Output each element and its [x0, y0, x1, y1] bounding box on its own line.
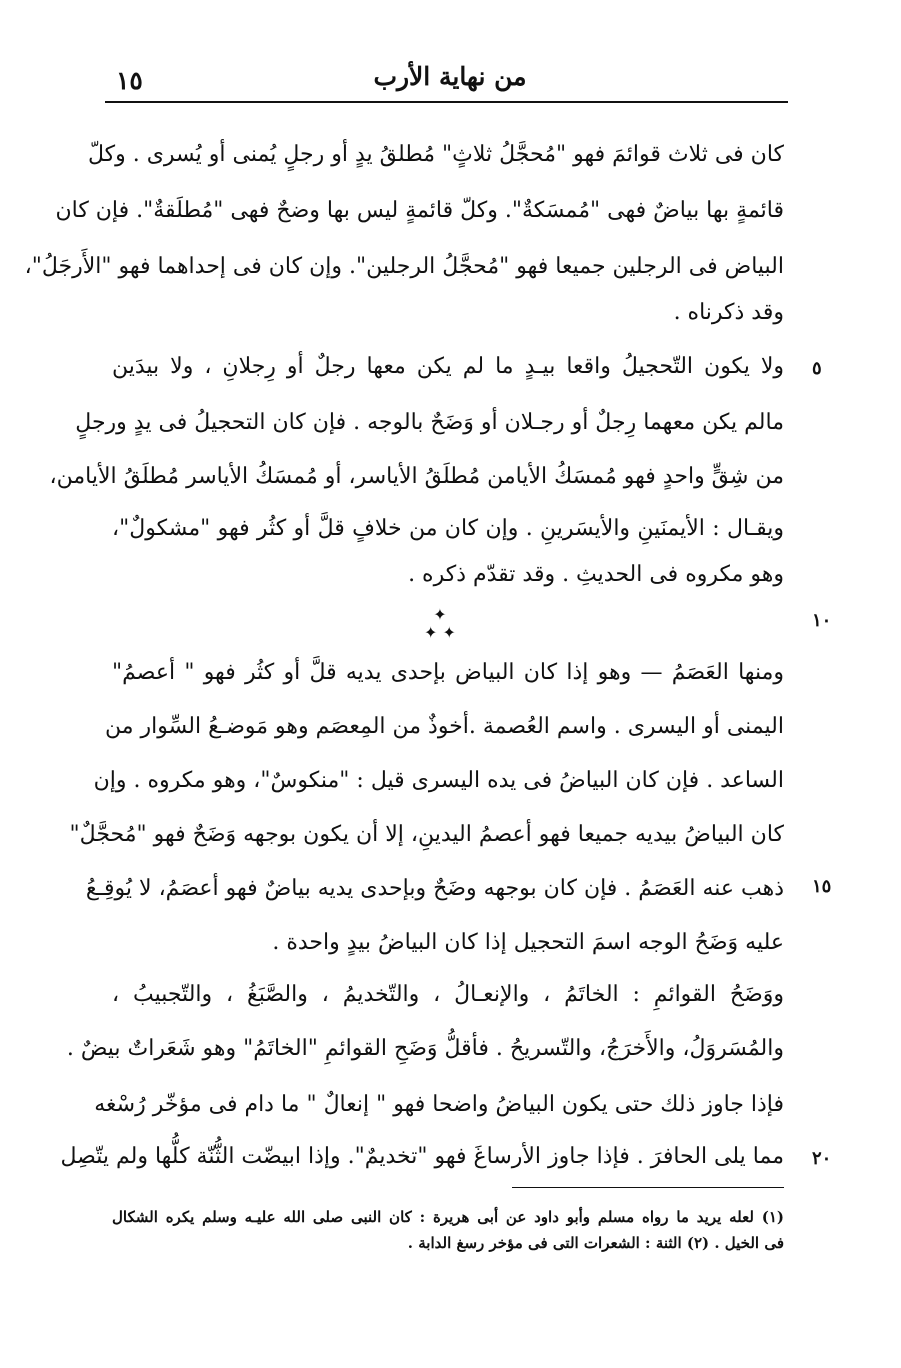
text-line: ذهب عنه العَصَمُ . فإن كان بوجهه وضَحٌ وبإحدى يديه بياضٌ فهو أعصَمُ، لا يُوقِـعُ: [85, 876, 784, 901]
line-number: ١٠: [812, 610, 832, 631]
footnote-rule: [512, 1187, 784, 1188]
text-line: كان البياضُ بيديه جميعا فهو أعصمُ اليدينِ، إلا أن يكون بوجهه وَضَحٌ فهو "مُحجَّلٌ": [69, 822, 784, 847]
line-number: ٥: [812, 358, 822, 379]
header-rule: [105, 101, 788, 103]
text-line: وقد ذكرناه .: [673, 300, 784, 325]
separator-top-mark: ✦: [433, 605, 447, 624]
text-line: كان فى ثلاث قوائمَ فهو "مُحجَّلُ ثلاثٍ" مُطلقُ يدٍ أو رجلٍ يُمنى أو يُسرى . وكلّ: [87, 142, 784, 167]
line-number: ١٥: [812, 876, 832, 897]
text-line: مما يلى الحافرَ . فإذا جاوز الأرساغَ فهو "تخديمٌ". وإذا ابيضّت الثُّنّة كلُّها ولم يتّصِل: [60, 1144, 784, 1169]
text-line: ووَضَحُ القوائمِ : الخاتَمُ ، والإنعـالُ ، والتّخديمُ ، والصَّبَغُ ، والتّجبيبُ ،: [112, 982, 784, 1007]
text-line: مالم يكن معهما رِجلٌ أو رجـلان أو وَضَحٌ بالوجه . فإن كان التحجيلُ فى يدٍ ورجلٍ: [75, 410, 784, 435]
text-line: من شِقٍّ واحدٍ فهو مُمسَكُ الأيامن مُطلَقُ الأياسر، أو مُمسَكُ الأياسر مُطلَقُ الأيامن،: [49, 464, 784, 489]
text-line: البياض فى الرجلين جميعا فهو "مُحجَّلُ الرجلين". وإن كان فى إحداهما فهو "الأَرجَلُ"،: [24, 254, 784, 279]
separator-bottom-marks: ✦ ✦: [424, 623, 456, 642]
line-number: ٢٠: [812, 1148, 832, 1169]
text-line: ومنها العَصَمُ — وهو إذا كان البياض بإحدى يديه قلَّ أو كثُر فهو " أعصمُ": [112, 660, 784, 685]
running-title: من نهاية الأرب: [373, 62, 527, 91]
text-line: ولا يكون التّحجيلُ واقعا بيـدٍ ما لم يكن معها رجلٌ أو رِجلانِ ، ولا بيدَين: [112, 354, 784, 379]
footnote-line: فى الخيل . (٢) الثنة : الشعرات التى فى مؤخر رسغ الدابة .: [407, 1234, 784, 1252]
footnote-line: (١) لعله يريد ما رواه مسلم وأبو داود عن أبى هريرة : كان النبى صلى الله عليـه وسلم يكره الشكال: [112, 1208, 784, 1226]
text-line: ويقـال : الأيمنَينِ والأيسَرينِ . وإن كان من خلافٍ قلَّ أو كثُر فهو "مشكولٌ"،: [112, 516, 784, 541]
text-line: وهو مكروه فى الحديثِ . وقد تقدّم ذكره .: [408, 562, 784, 587]
text-line: والمُسَروَلُ، والأَخرَجُ، والتّسريحُ . فأقلُّ وَضَحِ القوائمِ "الخاتَمُ" وهو شَعَراتٌ بيضٌ .: [66, 1036, 784, 1061]
text-line: فإذا جاوز ذلك حتى يكون البياضُ واضحا فهو " إنعالٌ " ما دام فى مؤخّر رُسْغه: [94, 1092, 784, 1117]
text-line: اليمنى أو اليسرى . واسم العُصمة .أخوذٌ من المِعصَم وهو مَوضـعُ السِّوار من: [105, 714, 784, 739]
section-separator: [400, 606, 480, 642]
text-line: عليه وَضَحُ الوجه اسمَ التحجيل إذا كان البياضُ بيدٍ واحدة .: [272, 930, 784, 955]
text-line: الساعد . فإن كان البياضُ فى يده اليسرى قيل : "منكوسٌ"، وهو مكروه . وإن: [93, 768, 784, 793]
page-number: ١٥: [116, 66, 143, 95]
text-line: قائمةٍ بها بياضٌ فهى "مُمسَكةٌ". وكلّ قائمةٍ ليس بها وضحٌ فهى "مُطلَقةٌ". فإن كان: [55, 198, 784, 223]
